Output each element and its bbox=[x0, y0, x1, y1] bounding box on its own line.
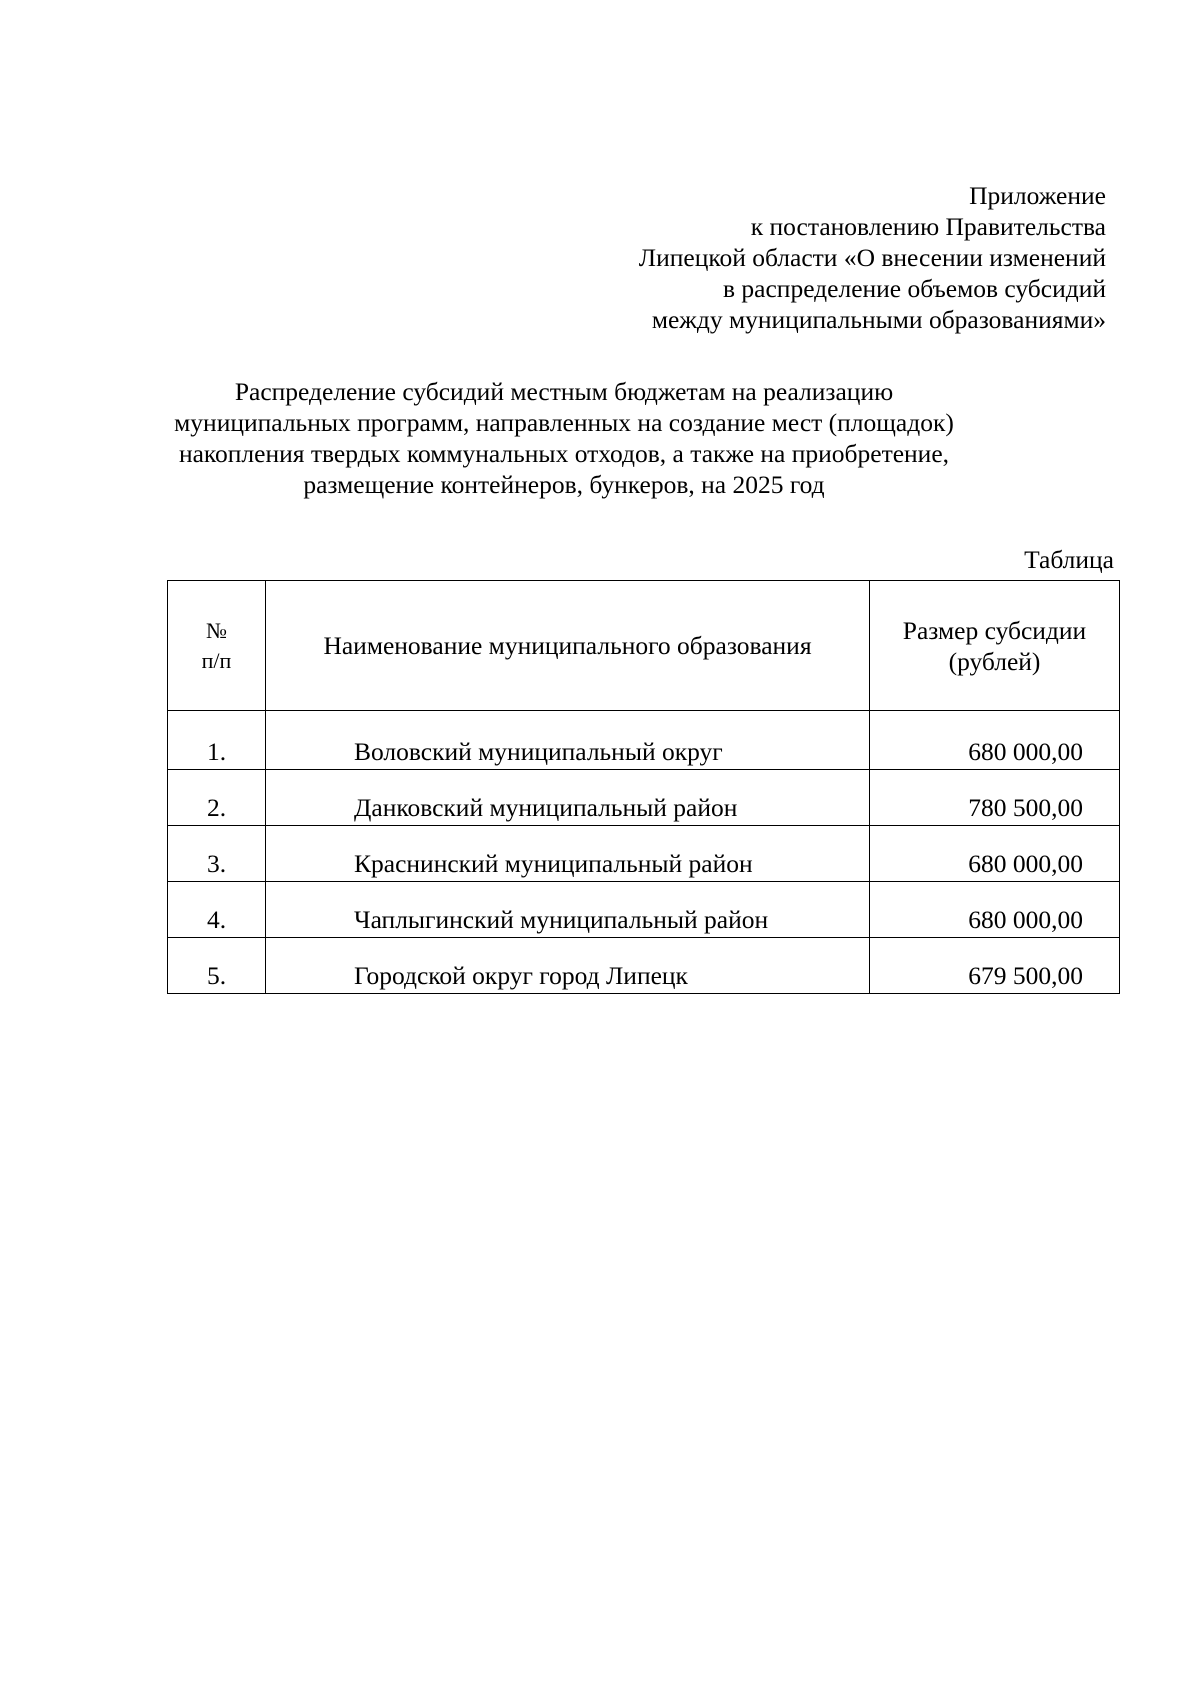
header-amount-label: Размер субсидии bbox=[902, 615, 1087, 645]
appendix-line: в распределение объемов субсидий bbox=[723, 274, 1106, 303]
table-header-row bbox=[168, 581, 1120, 711]
appendix-line: к постановлению Правительства bbox=[750, 212, 1106, 241]
header-number bbox=[168, 581, 266, 711]
row-number: 3. bbox=[168, 826, 266, 882]
row-number: 4. bbox=[168, 882, 266, 938]
municipality-name: Краснинский муниципальный район bbox=[266, 826, 870, 882]
title-line: муниципальных программ, направленных на создание мест (площадок) bbox=[174, 408, 954, 437]
subsidy-amount: 680 000,00 bbox=[870, 711, 1120, 770]
table-row bbox=[168, 711, 1120, 770]
subsidy-amount: 680 000,00 bbox=[870, 826, 1120, 882]
subsidy-amount: 680 000,00 bbox=[870, 882, 1120, 938]
header-number-label: п/п bbox=[201, 647, 232, 673]
appendix-line: Приложение bbox=[969, 181, 1106, 210]
document-title bbox=[165, 376, 963, 500]
municipality-name: Чаплыгинский муниципальный район bbox=[266, 882, 870, 938]
subsidy-table bbox=[167, 580, 1120, 994]
appendix-line: между муниципальными образованиями» bbox=[651, 305, 1106, 334]
table-row bbox=[168, 882, 1120, 938]
table-row bbox=[168, 826, 1120, 882]
header-municipality: Наименование муниципального образования bbox=[266, 581, 870, 711]
table-row bbox=[168, 770, 1120, 826]
municipality-name: Воловский муниципальный округ bbox=[266, 711, 870, 770]
row-number: 5. bbox=[168, 938, 266, 994]
header-amount-unit: (рублей) bbox=[948, 646, 1041, 676]
subsidy-amount: 780 500,00 bbox=[870, 770, 1120, 826]
title-line: накопления твердых коммунальных отходов, а также на приобретение, bbox=[178, 439, 950, 468]
header-subsidy-amount bbox=[870, 581, 1120, 711]
row-number: 1. bbox=[168, 711, 266, 770]
row-number: 2. bbox=[168, 770, 266, 826]
subsidy-amount: 679 500,00 bbox=[870, 938, 1120, 994]
appendix-line: Липецкой области «О внесении изменений bbox=[638, 243, 1106, 272]
table-row bbox=[168, 938, 1120, 994]
municipality-name: Городской округ город Липецк bbox=[266, 938, 870, 994]
table-caption: Таблица bbox=[1024, 545, 1114, 574]
title-line: Распределение субсидий местным бюджетам на реализацию bbox=[234, 377, 894, 406]
title-line: размещение контейнеров, бункеров, на 2025 год bbox=[303, 470, 825, 499]
municipality-name: Данковский муниципальный район bbox=[266, 770, 870, 826]
appendix-header bbox=[639, 180, 1106, 335]
header-number-symbol: № bbox=[206, 617, 227, 643]
